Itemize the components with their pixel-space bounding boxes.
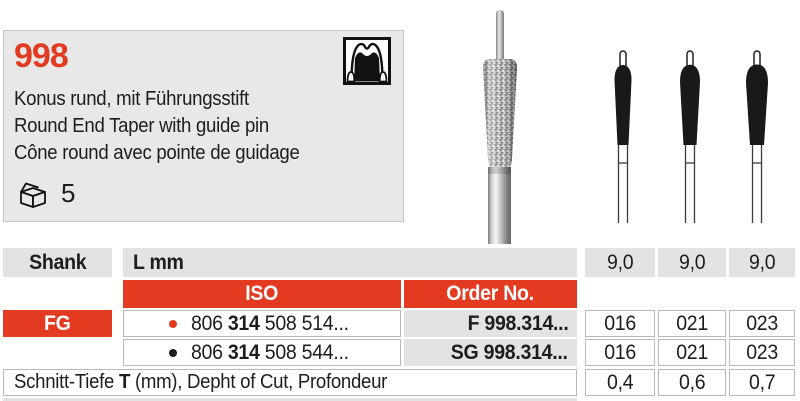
bur-silhouette-023	[735, 50, 779, 225]
description-fr: Cône round avec pointe de guidage	[14, 142, 300, 164]
shank-column-header: Shank	[3, 248, 112, 277]
bur-silhouette-016	[601, 50, 645, 225]
figure-number: 998	[14, 37, 68, 75]
size-cell: 021	[658, 310, 726, 337]
order-number-sg: SG 998.314...	[404, 339, 577, 366]
order-number-column-header: Order No.	[404, 280, 577, 308]
fine-grit-bullet	[169, 320, 177, 328]
depth-of-cut-label: Schnitt-Tiefe T (mm), Depht of Cut, Profondeur	[3, 369, 577, 396]
metal-shank	[488, 167, 511, 244]
iso-number-row-f: 806 314 508 514...	[123, 310, 401, 337]
length-value-023: 9,0	[729, 248, 795, 277]
size-cell: 016	[585, 339, 655, 366]
size-cell: 021	[658, 339, 726, 366]
iso-column-header: ISO	[123, 280, 401, 308]
guide-pin	[496, 10, 504, 64]
open-box-package-icon	[16, 179, 50, 209]
depth-value-cell: 0,6	[658, 369, 726, 396]
bur-silhouette-021	[668, 50, 712, 225]
size-cell: 023	[729, 310, 795, 337]
length-value-021: 9,0	[658, 248, 726, 277]
size-cell: 023	[729, 339, 795, 366]
super-grit-bullet	[169, 349, 177, 357]
size-cell: 016	[585, 310, 655, 337]
shank-value-fg: FG	[3, 310, 112, 337]
iso-number-row-sg: 806 314 508 544...	[123, 339, 401, 366]
description-de: Konus rund, mit Führungsstift	[14, 88, 249, 110]
depth-value-cell: 0,7	[729, 369, 795, 396]
length-header: L mm	[123, 248, 577, 277]
diamond-bur-photo	[450, 4, 550, 244]
crown-prep-tooth-icon	[343, 37, 391, 85]
product-description	[14, 86, 321, 167]
product-info-panel	[3, 30, 404, 222]
length-value-016: 9,0	[585, 248, 655, 277]
pack-quantity: 5	[61, 178, 76, 208]
depth-value-cell: 0,4	[585, 369, 655, 396]
pack-quantity-row	[16, 178, 75, 209]
order-number-f: F 998.314...	[404, 310, 577, 337]
diamond-body	[483, 59, 517, 170]
description-en: Round End Taper with guide pin	[14, 115, 269, 137]
